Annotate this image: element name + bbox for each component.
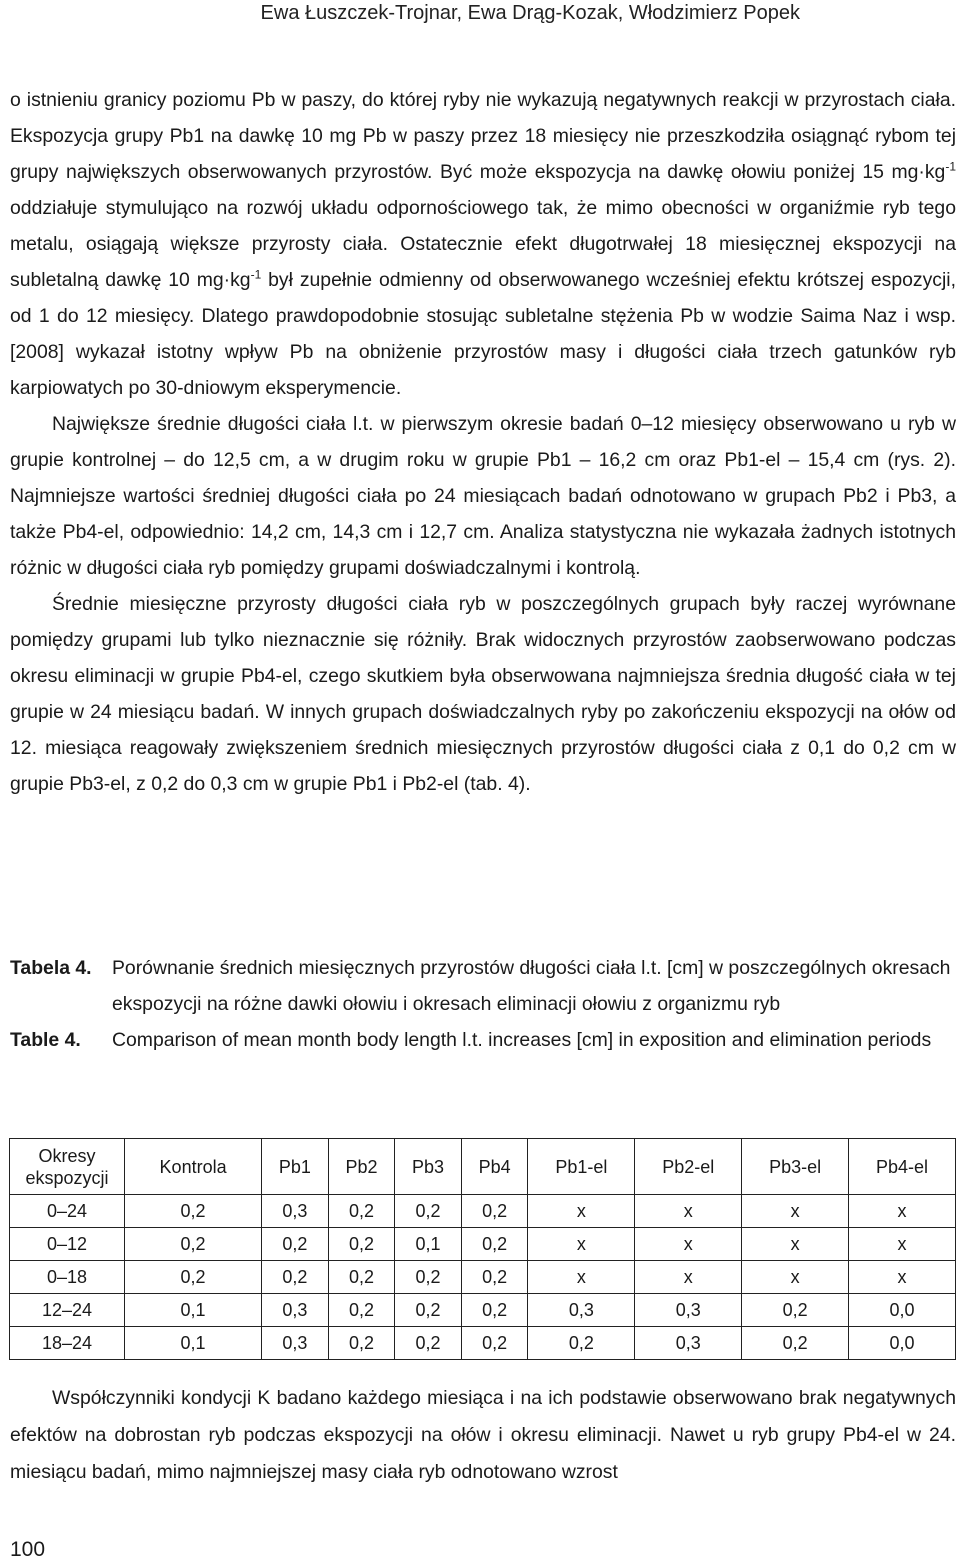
value-cell: x [742,1261,849,1294]
value-cell: 0,2 [461,1327,528,1360]
main-text [10,82,956,802]
header-cell: Pb2 [328,1139,395,1195]
header-cell: Pb2-el [635,1139,742,1195]
value-cell: x [635,1228,742,1261]
value-cell: 0,3 [262,1294,329,1327]
following-text [10,1380,956,1491]
header-cell: Pb3-el [742,1139,849,1195]
value-cell: 0,2 [262,1261,329,1294]
value-cell: x [635,1195,742,1228]
caption-text-pl: Porównanie średnich miesięcznych przyrostów długości ciała l.t. [cm] w poszczególnych okresach ekspozycji na różne dawki ołowiu i okresach eliminacji ołowiu z organizmu ryb [112,957,951,1015]
paragraph-3: Średnie miesięczne przyrosty długości ciała ryb w poszczególnych grupach były raczej wyrównane pomiędzy grupami lub tylko nieznacznie się różniły. Brak widocznych przyrostów zaobserwowano podczas okresu eliminacji w grupie Pb4-el, czego skutkiem była obserwowana najmniejsza średnia długość ciała w tej grupie w 24 miesiącu badań. W innych grupach doświadczalnych ryby po zakończeniu ekspozycji na ołów od 12. miesiąca reagowały zwiększeniem średnich miesięcznych przyrostów długości ciała z 0,1 do 0,2 cm w grupie Pb3-el, z 0,2 do 0,3 cm w grupie Pb1 i Pb2-el (tab. 4). [10,593,956,795]
value-cell: x [742,1195,849,1228]
caption-english [10,1022,956,1058]
table-row [10,1294,956,1327]
value-cell: x [635,1261,742,1294]
value-cell: x [528,1195,635,1228]
value-cell: 0,1 [125,1327,262,1360]
value-cell: x [849,1228,956,1261]
period-cell: 0–24 [10,1195,125,1228]
page-number: 100 [10,1538,46,1561]
table-row [10,1261,956,1294]
value-cell: 0,2 [461,1261,528,1294]
period-cell: 18–24 [10,1327,125,1360]
superscript: -1 [945,159,956,174]
value-cell: 0,2 [328,1228,395,1261]
value-cell: x [849,1261,956,1294]
value-cell: x [528,1228,635,1261]
paragraph-2: Największe średnie długości ciała l.t. w pierwszym okresie badań 0–12 miesięcy obserwowano u ryb w grupie kontrolnej – do 12,5 cm, a w drugim roku w grupie Pb1 – 16,2 cm oraz Pb1-el – 15,4 cm (rys. 2). Najmniejsze wartości średniej długości ciała po 24 miesiącach badań odnotowano w grupach Pb2 i Pb3, a także Pb4-el, odpowiednio: 14,2 cm, 14,3 cm i 12,7 cm. Analiza statystyczna nie wykazała żadnych istotnych różnic w długości ciała ryb pomiędzy grupami doświadczalnymi i kontrolą. [10,413,956,579]
value-cell: 0,2 [395,1261,462,1294]
table-caption [10,950,956,1058]
value-cell: 0,2 [528,1327,635,1360]
superscript: -1 [250,267,262,282]
value-cell: 0,3 [635,1327,742,1360]
running-header: Ewa Łuszczek-Trojnar, Ewa Drąg-Kozak, Włodzimierz Popek [260,2,800,24]
header-cell: Pb4-el [849,1139,956,1195]
value-cell: 0,2 [125,1261,262,1294]
paragraph-4: Współczynniki kondycji K badano każdego miesiąca i na ich podstawie obserwowano brak negatywnych efektów na dobrostan ryb podczas ekspozycji na ołów i okresu eliminacji. Nawet u ryb grupy Pb4-el w 24. miesiącu badań, mimo najmniejszej masy ciała ryb odnotowano wzrost [10,1387,956,1483]
period-cell: 12–24 [10,1294,125,1327]
paragraph-1-part-a: o istnieniu granicy poziomu Pb w paszy, do której ryby nie wykazują negatywnych reakcji w przyrostach ciała. Ekspozycja grupy Pb1 na dawkę 10 mg Pb w paszy przez 18 miesięcy nie przeszkodziła osiągnąć rybom tej grupy największych obserwowanych przyrostów. Być może ekspozycja na dawkę ołowiu poniżej 15 mg·kg [10,89,956,183]
value-cell: x [528,1261,635,1294]
value-cell: 0,0 [849,1327,956,1360]
paragraph-1-part-c: był zupełnie odmienny od obserwowanego wcześniej efektu krótszej espozycji, od 1 do 12 miesięcy. Dlatego prawdopodobnie stosując subletalne stężenia Pb w wodzie Saima Naz i wsp. [2008] wykazał istotny wpływ Pb na obniżenie przyrostów masy i długości ciała trzech gatunków ryb karpiowatych po 30-dniowym eksperymencie. [10,269,956,399]
caption-label-en: Table 4. [10,1029,81,1051]
header-cell: Pb3 [395,1139,462,1195]
value-cell: 0,2 [328,1261,395,1294]
value-cell: 0,2 [742,1294,849,1327]
value-cell: 0,1 [125,1294,262,1327]
caption-text-en: Comparison of mean month body length l.t. increases [cm] in exposition and elimination periods [112,1029,932,1051]
caption-label-pl: Tabela 4. [10,957,92,979]
value-cell: 0,2 [328,1195,395,1228]
value-cell: 0,3 [635,1294,742,1327]
value-cell: 0,0 [849,1294,956,1327]
value-cell: 0,3 [262,1195,329,1228]
table-row [10,1195,956,1228]
header-cell: Pb4 [461,1139,528,1195]
value-cell: 0,3 [528,1294,635,1327]
value-cell: 0,2 [742,1327,849,1360]
paragraph-1 [10,82,956,406]
value-cell: 0,3 [262,1327,329,1360]
table-row [10,1228,956,1261]
value-cell: 0,2 [262,1228,329,1261]
value-cell: 0,2 [461,1228,528,1261]
value-cell: x [849,1195,956,1228]
value-cell: 0,2 [395,1195,462,1228]
value-cell: 0,2 [461,1294,528,1327]
table-body [10,1195,956,1360]
value-cell: 0,2 [328,1327,395,1360]
header-cell: Pb1 [262,1139,329,1195]
table-header-row [10,1139,956,1195]
value-cell: 0,2 [395,1294,462,1327]
header-cell: Pb1-el [528,1139,635,1195]
table-row [10,1327,956,1360]
value-cell: 0,2 [461,1195,528,1228]
value-cell: 0,2 [125,1195,262,1228]
caption-polish [10,950,956,1022]
value-cell: 0,2 [328,1294,395,1327]
header-cell: Kontrola [125,1139,262,1195]
value-cell: 0,2 [125,1228,262,1261]
paragraph-1-part-b: oddziałuje stymulująco na rozwój układu odpornościowego tak, że mimo obecności w organiźmie ryb tego metalu, osiągają większe przyrosty ciała. Ostatecznie efekt długotrwałej 18 miesięcznej ekspozycji na subletalną dawkę 10 mg·kg [10,197,956,291]
growth-table [9,1138,956,1360]
value-cell: 0,2 [395,1327,462,1360]
value-cell: 0,1 [395,1228,462,1261]
header-cell: Okresy ekspozycji [10,1139,125,1195]
period-cell: 0–18 [10,1261,125,1294]
period-cell: 0–12 [10,1228,125,1261]
value-cell: x [742,1228,849,1261]
